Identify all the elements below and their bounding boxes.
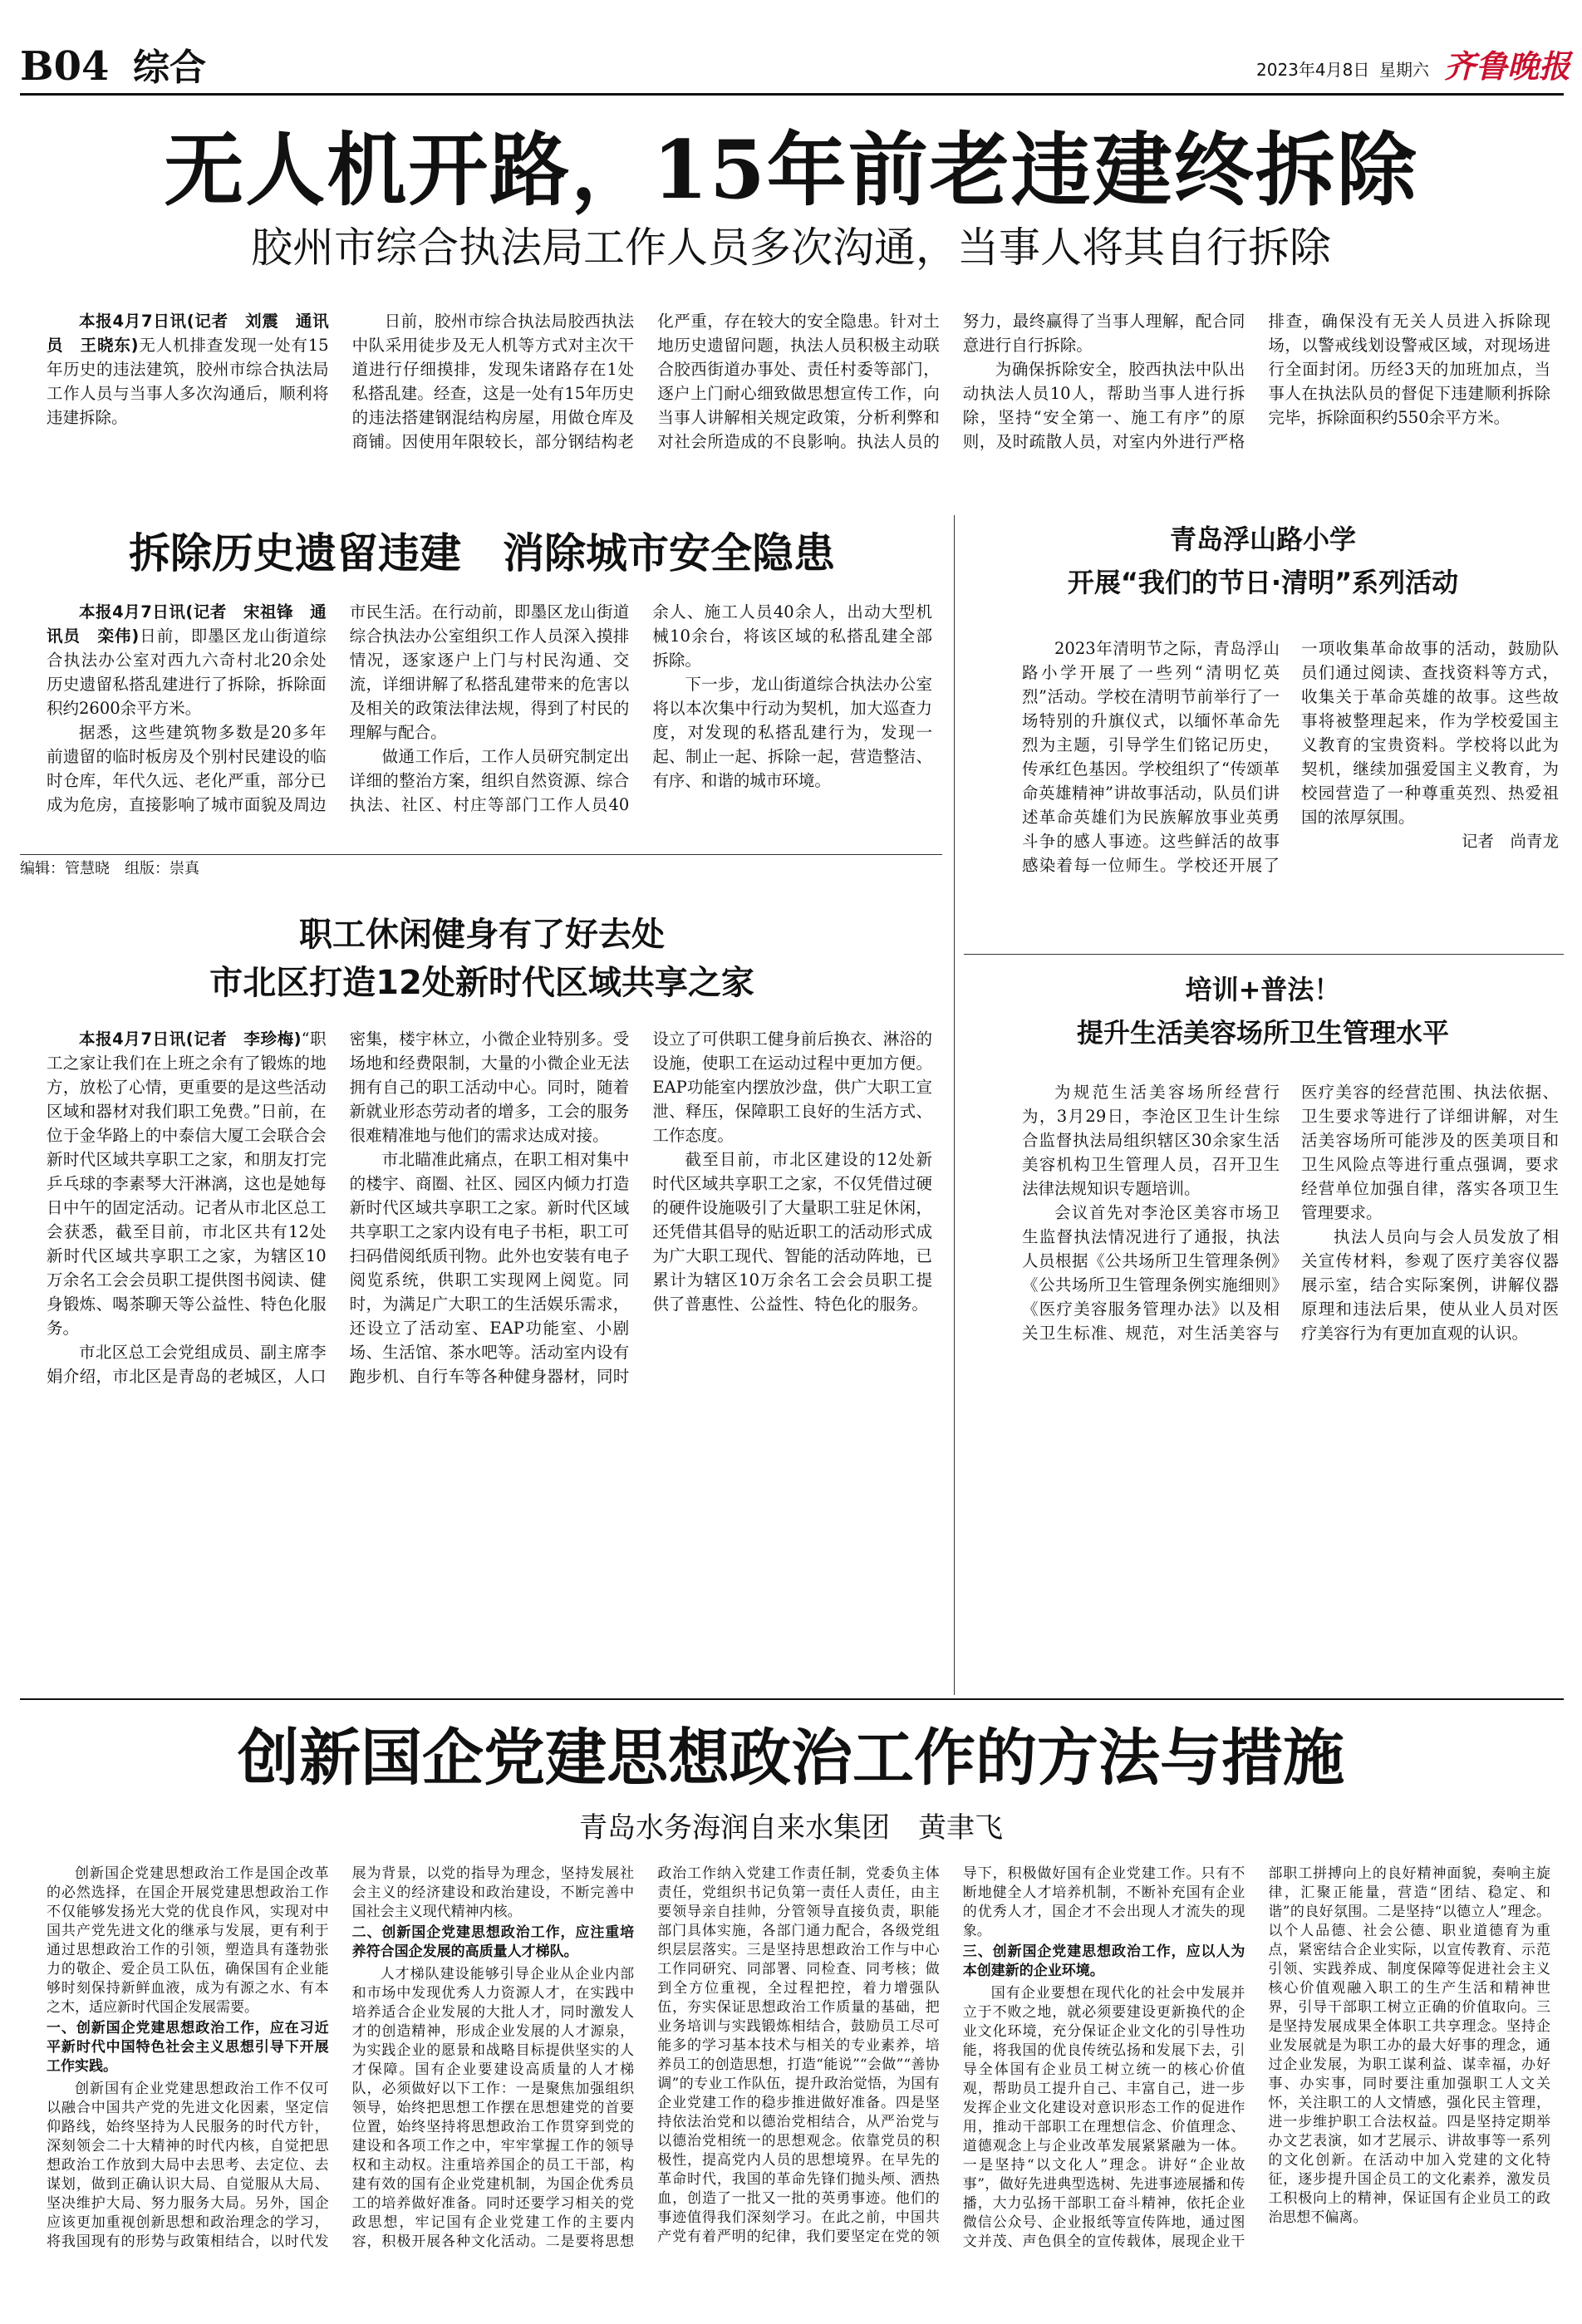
a6-body bbox=[47, 1865, 1550, 2313]
a6-top-rule bbox=[20, 1698, 1564, 1700]
a1-paragraph: 无人机排查发现一处有15年历史的违法建筑，胶州市综合执法局工作人员与当事人多次沟通后，顺利将违建拆除。 bbox=[47, 336, 329, 427]
a1-title: 无人机开路，15年前老违建终拆除 bbox=[164, 123, 1418, 217]
a1-byline: 本报4月7日讯(记者 刘震 通讯员 王晓东) bbox=[47, 312, 329, 355]
a6-heading-1: 一、创新国企党建思想政治工作，应在习近平新时代中国特色社会主义思想引导下开展工作实践。 bbox=[47, 2020, 329, 2075]
a2-title: 拆除历史遗留违建 消除城市安全隐患 bbox=[129, 529, 835, 577]
editor-credit: 编辑：管慧晓 组版：崇真 bbox=[20, 860, 199, 877]
a6-heading-2: 二、创新国企党建思想政治工作，应注重培养符合国企发展的高质量人才梯队。 bbox=[351, 1924, 635, 1960]
issue-weekday: 星期六 bbox=[1379, 60, 1429, 80]
a5-title-line2: 提升生活美容场所卫生管理水平 bbox=[1076, 1017, 1449, 1049]
a3-title-line1: 青岛浮山路小学 bbox=[1169, 523, 1356, 555]
a5-paragraph: 为规范生活美容场所经营行为，3月29日，李沧区卫生计生综合监督执法局组织辖区30余家生活美容机构卫生管理人员，召开卫生法律法规知识专题培训。 bbox=[1022, 1083, 1280, 1198]
a2-editor-rule bbox=[20, 854, 942, 855]
a6-heading-3: 三、创新国企党建思想政治工作，应以人为本创建新的企业环境。 bbox=[962, 1943, 1245, 1979]
a2-paragraph: 日前，即墨区龙山街道综合执法办公室对西九六奇村北20余处历史遗留私搭乱建进行了拆除，拆除面积约2600余平方米。 bbox=[47, 626, 327, 718]
a2-paragraph: 下一步，龙山街道综合执法办公室将以本次集中行动为契机，加大巡查力度，对发现的私搭乱建行为，发现一起、制止一起、拆除一起，营造整洁、有序、和谐的城市环境。 bbox=[652, 675, 932, 790]
a3-bottom-rule bbox=[964, 954, 1564, 955]
a4-paragraph: 市北区总工会党组成员、副主席李娟介绍，市北区是青岛的老城区，人口密集，楼宇林立，小微企业特别多。受场地和经费限制，大量的小微企业无法拥有自己的职工活动中心。同时，随着新就业形态劳动者的增多，工会的服务很难精准地与他们的需求达成对接。 bbox=[47, 1029, 630, 1386]
a6-byline: 青岛水务海润自来水集团 黄聿飞 bbox=[579, 1811, 1003, 1845]
paper-logo: 齐鲁晚报 bbox=[1444, 47, 1571, 85]
a3-body bbox=[1022, 636, 1559, 927]
a1-paragraph: 为确保拆除安全，胶西执法中队出动执法人员10人，帮助当事人进行拆除，坚持“安全第一、施工有序”的原则，及时疏散人员，对室内外进行严格排查，确保没有无关人员进入拆除现场，以警戒线划设警戒区域，对现场进行全面封闭。历经3天的加班加点，当事人在执法队员的督促下违建顺利拆除完毕，拆除面积约550余平方米。 bbox=[962, 312, 1550, 451]
a1-paragraph: 日前，胶州市综合执法局胶西执法中队采用徒步及无人机等方式对主次干道进行仔细摸排，发现朱诸路存在1处私搭乱建。经查，这是一处有15年历史的违法搭建钢混结构房屋，用做仓库及商铺。因使用年限较长，部分钢结构老化严重，存在较大的安全隐患。针对土地历史遗留问题，执法人员积极主动联合胶西街道办事处、责任村委等部门，逐户上门耐心细致做思想宣传工作，向当事人讲解相关规定政策，分析利弊和对社会所造成的不良影响。执法人员的努力，最终赢得了当事人理解，配合同意进行自行拆除。 bbox=[351, 312, 1245, 451]
a2-paragraph: 做通工作后，工作人员研究制定出详细的整治方案，组织自然资源、综合执法、社区、村庄等部门工作人员40余人、施工人员40余人，出动大型机械10余台，将该区域的私搭乱建全部拆除。 bbox=[349, 602, 932, 814]
a1-subtitle: 胶州市综合执法局工作人员多次沟通，当事人将其自行拆除 bbox=[251, 224, 1331, 272]
a5-body bbox=[1022, 1080, 1559, 1678]
a3-paragraph: 2023年清明节之际，青岛浮山路小学开展了一些列“清明忆英烈”活动。学校在清明节前举行了一场特别的升旗仪式，以缅怀革命先烈为主题，引导学生们铭记历史，传承红色基因。学校组织了“传颂革命英雄精神”讲故事活动，队员们讲述革命英雄们为民族解放事业英勇斗争的感人事迹。这些鲜活的故事感染着每一位师生。学校还开展了一项收集革命故事的活动，鼓励队员们通过阅读、查找资料等方式，收集关于革命英雄的故事。这些故事将被整理起来，作为学校爱国主义教育的宝贵资料。学校将以此为契机，继续加强爱国主义教育，为校园营造了一种尊重英烈、热爱祖国的浓厚氛围。 bbox=[1022, 639, 1559, 875]
a3-author: 记者 尚青龙 bbox=[1461, 832, 1559, 851]
a6-intro: 创新国企党建思想政治工作是国企改革的必然选择，在国企开展党建思想政治工作不仅能够发扬光大党的优良作风，实现对中国共产党先进文化的继承与发展，更有利于通过思想政治工作的引领，塑造具有蓬勃张力的敬企、爱企员工队伍，确保国有企业能够时刻保持新鲜血液，成为有源之水、有本之木，适应新时代国企发展需要。 bbox=[47, 1865, 329, 2016]
page-code: B04 bbox=[20, 43, 110, 90]
issue-date: 2023年4月8日 bbox=[1256, 60, 1370, 80]
a4-body bbox=[47, 1027, 932, 1675]
a2-paragraph: 据悉，这些建筑物多数是20多年前遗留的临时板房及个别村民建设的临时仓库，年代久远、老化严重，部分已成为危房，直接影响了城市面貌及周边市民生活。在行动前，即墨区龙山街道综合执法办公室组织工作人员深入摸排情况，逐家逐户上门与村民沟通、交流，详细讲解了私搭乱建带来的危害以及相关的政策法律法规，得到了村民的理解与配合。 bbox=[47, 602, 630, 814]
a3-title-line2: 开展“我们的节日·清明”系列活动 bbox=[1067, 567, 1459, 598]
a4-paragraph: “职工之家让我们在上班之余有了锻炼的地方，放松了心情，更重要的是这些活动区域和器材对我们职工免费。”日前，在位于金华路上的中泰信大厦工会联合会新时代区域共享职工之家，和朋友打完乒乓球的李素琴大汗淋漓，这也是她每日中午的固定活动。记者从市北区总工会获悉，截至目前，市北区共有12处新时代区域共享职工之家，为辖区10万余名工会会员职工提供图书阅读、健身锻炼、喝茶聊天等公益性、特色化服务。 bbox=[47, 1029, 327, 1338]
a4-title-line1: 职工休闲健身有了好去处 bbox=[299, 916, 665, 954]
column-divider bbox=[954, 515, 955, 1695]
a1-body bbox=[47, 309, 1550, 500]
a6-paragraph: 人才梯队建设能够引导企业从企业内部和市场中发现优秀人力资源人才，在实践中培养适合企业发展的大批人才，同时激发人才的创造精神，形成企业发展的人才源泉，为实践企业的愿景和战略目标提供坚实的人才保障。国有企业要建设高质量的人才梯队，必须做好以下工作：一是聚焦加强组织领导，始终把思想工作摆在思想建党的首要位置，始终坚持将思想政治工作贯穿到党的建设和各项工作之中，牢牢掌握工作的领导权和主动权。注重培养国企的员工干部，构建有效的国有企业党建机制，为国企优秀员工的培养做好准备。同时还要学习相关的党政思想，牢记国有企业党建工作的主要内容，积极开展各种文化活动。二是要将思想政治工作纳入党建工作责任制，党委负主体责任，党组织书记负第一责任人责任，由主要领导亲自挂帅，分管领导直接负责，职能部门具体实施，各部门通力配合，各级党组织层层落实。三是坚持思想政治工作与中心工作同研究、同部署、同检查、同考核；做到全方位重视，全过程把控，着力增强队伍，夯实保证思想政治工作质量的基础，把业务培训与实践锻炼相结合，鼓励员工尽可能多的学习基本技术与相关的专业素养，培养员工的创造思想，打造“能说”“会做”“善协调”的专业工作队伍，提升政治觉悟，为国有企业党建工作的稳步推进做好准备。四是坚持依法治党和以德治党相结合，从严治党与以德治党相统一的思想观念。依靠党员的积极性，提高党内人员的思想境界。在早先的革命时代，我国的革命先锋们抛头颅、洒热血，创造了一批又一批的英勇事迹。他们的事迹值得我们深刻学习。在此之前，中国共产党有着严明的纪律，我们要坚定在党的领导下，积极做好国有企业党建工作。只有不断地健全人才培养机制，不断补充国有企业的优秀人才，国企才不会出现人才流失的现象。 bbox=[351, 1865, 1245, 2250]
a5-paragraph: 执法人员向与会人员发放了相关宣传材料，参观了医疗美容仪器展示室，结合实际案例，讲解仪器原理和违法后果，使从业人员对医疗美容行为有更加直观的认识。 bbox=[1301, 1227, 1559, 1343]
section-name: 综合 bbox=[133, 47, 206, 89]
a5-paragraph: 会议首先对李沧区美容市场卫生监督执法情况进行了通报，执法人员根据《公共场所卫生管理条例》《公共场所卫生管理条例实施细则》《医疗美容服务管理办法》以及相关卫生标准、规范，对生活美容与医疗美容的经营范围、执法依据、卫生要求等进行了详细讲解，对生活美容场所可能涉及的医美项目和卫生风险点等进行重点强调，要求经营单位加强自律，落实各项卫生管理要求。 bbox=[1022, 1083, 1559, 1343]
a2-body bbox=[47, 600, 932, 824]
a6-paragraph: 创新国有企业党建思想政治工作不仅可以融合中国共产党的先进文化因素，坚定信仰路线，始终坚持为人民服务的时代方针，深刻领会二十大精神的时代内核，自觉把思想政治工作放到大局中去思考、去定位、去谋划，做到正确认识大局、自觉服从大局、坚决维护大局、努力服务大局。另外，国企应该更加重视创新思想和政治理念的学习，将我国现有的形势与政策相结合，以时代发展为背景，以党的指导为理念，坚持发展社会主义的经济建设和政治建设，不断完善中国社会主义现代精神内核。 bbox=[47, 1865, 635, 2250]
a4-byline: 本报4月7日讯(记者 李珍梅) bbox=[79, 1029, 302, 1049]
a6-title: 创新国企党建思想政治工作的方法与措施 bbox=[238, 1722, 1344, 1794]
a5-title-line1: 培训+普法！ bbox=[1185, 974, 1341, 1005]
a6-paragraph: 国有企业要想在现代化的社会中发展并立于不败之地，就必须要建设更新换代的企业文化环境，充分保证企业文化的引导性功能，将我国的优良传统弘扬和发展下去，引导全体国有企业员工树立统一的核心价值观，帮助员工提升自己、丰富自己，进一步发挥企业文化建设对意识形态工作的促进作用，推动干部职工在理想信念、价值理念、道德观念上与企业改革发展紧紧融为一体。一是坚持“以文化人”理念。讲好“企业故事”，做好先进典型选树、先进事迹展播和传播，大力弘扬干部职工奋斗精神，依托企业微信公众号、企业报纸等宣传阵地，通过图文并茂、声色俱全的宣传载体，展现企业干部职工拼搏向上的良好精神面貌，奏响主旋律，汇聚正能量，营造“团结、稳定、和谐”的良好氛围。二是坚持“以德立人”理念。以个人品德、社会公德、职业道德育为重点，紧密结合企业实际，以宣传教育、示范引领、实践养成、制度保障等促进社会主义核心价值观融入职工的生产生活和精神世界，引导干部职工树立正确的价值取向。三是坚持发展成果全体职工共享理念。坚持企业发展就是为职工办的最大好事的理念，通过企业发展，为职工谋利益、谋幸福，办好事、办实事，同时要注重加强职工人文关怀，关注职工的人文情感，强化民主管理，进一步维护职工合法权益。四是坚持定期举办文艺表演，如才艺展示、讲故事等一系列的文化创新。在活动中加入党建的文化特征，逐步提升国企员工的文化素养，激发员工积极向上的精神，保证国有企业员工的政治思想不偏离。 bbox=[962, 1865, 1550, 2250]
a4-title-line2: 市北区打造12处新时代区域共享之家 bbox=[209, 964, 754, 1002]
a4-paragraph: 市北瞄准此痛点，在职工相对集中的楼宇、商圈、社区、园区内倾力打造新时代区域共享职工之家。新时代区域共享职工之家内设有电子书柜，职工可扫码借阅纸质刊物。此外也安装有电子阅览系统，供职工实现网上阅览。同时，为满足广大职工的生活娱乐需求，还设立了活动室、EAP功能室、小剧场、生活馆、茶水吧等。活动室内设有跑步机、自行车等各种健身器材，同时设立了可供职工健身前后换衣、淋浴的设施，使职工在运动过程中更加方便。EAP功能室内摆放沙盘，供广大职工宣泄、释压，保障职工良好的生活方式、工作态度。 bbox=[349, 1029, 932, 1386]
a4-paragraph: 截至目前，市北区建设的12处新时代区域共享职工之家，不仅凭借过硬的硬件设施吸引了大量职工驻足休闲，还凭借其倡导的贴近职工的活动形式成为广大职工现代、智能的活动阵地，已累计为辖区10万余名工会会员职工提供了普惠性、公益性、特色化的服务。 bbox=[652, 1150, 932, 1314]
a2-byline: 本报4月7日讯(记者 宋祖锋 通讯员 栾伟) bbox=[47, 602, 327, 646]
masthead-rule bbox=[20, 93, 1564, 96]
